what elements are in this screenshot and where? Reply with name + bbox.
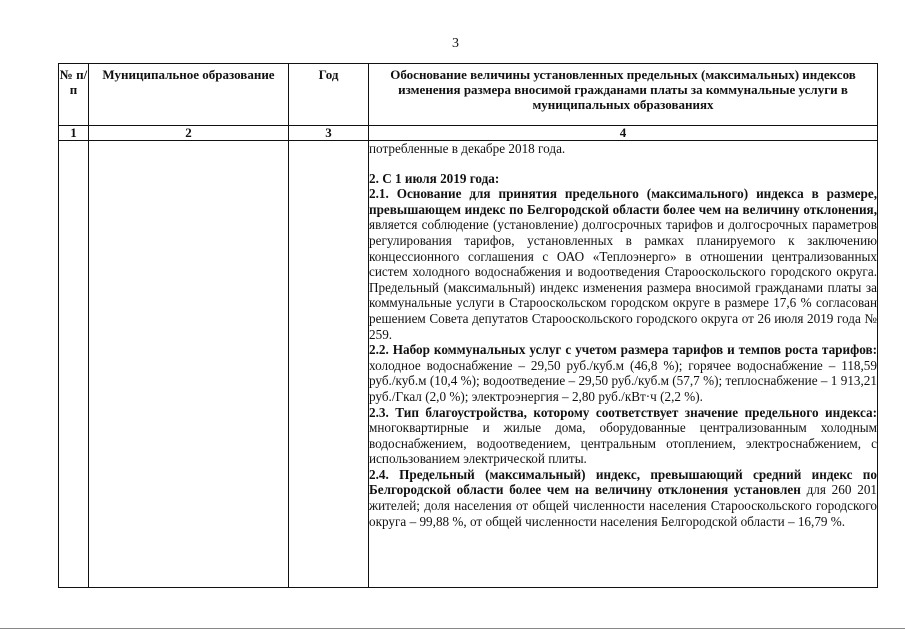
cell-municipality bbox=[89, 141, 289, 588]
cell-year bbox=[289, 141, 369, 588]
header-row bbox=[59, 64, 878, 126]
paragraph-continuation: потребленные в декабре 2018 года. bbox=[369, 141, 566, 156]
paragraph-2-3-lead: 2.3. Тип благоустройства, которому соответствует значение предельного индекса: bbox=[369, 404, 877, 420]
column-number-row bbox=[59, 126, 878, 141]
header-number: № п/п bbox=[59, 64, 89, 126]
page-number: 3 bbox=[452, 36, 459, 51]
column-number-1: 1 bbox=[59, 126, 89, 141]
paragraph-2-3-text: многоквартирные и жилые дома, оборудованные централизованным холодным водоснабжением, водоотведением, центральным отоплением, электроснабжением, с использованием электрической плиты. bbox=[369, 420, 877, 467]
table-row bbox=[59, 141, 878, 588]
paragraph-period-heading bbox=[369, 171, 877, 187]
header-justification: Обоснование величины установленных предельных (максимальных) индексов изменения размера вносимой гражданами платы за коммунальные услуги в муниципальных образованиях bbox=[369, 64, 878, 126]
header-municipality: Муниципальное образование bbox=[89, 64, 289, 126]
paragraph-2-3 bbox=[369, 405, 877, 467]
paragraph-2-4 bbox=[369, 467, 877, 529]
column-number-2: 2 bbox=[89, 126, 289, 141]
paragraph-2-2 bbox=[369, 342, 877, 404]
indices-table bbox=[58, 63, 878, 588]
column-number-4: 4 bbox=[369, 126, 878, 141]
paragraph-2-2-text: холодное водоснабжение – 29,50 руб./куб.м (46,8 %); горячее водоснабжение – 118,59 руб./куб.м (10,4 %); водоотведение – 29,50 руб./куб.м (57,7 %); теплоснабжение – 1 913,21 руб./Гкал (2,0 %); электроэнергия – 2,80 руб./кВт·ч (2,2 %). bbox=[369, 357, 877, 404]
paragraph-2-4-text: для 260 201 жителей; доля населения от общей численности населения Старооскольского городского округа – 99,88 %, от общей численности населения Белгородской области – 16,79 %. bbox=[369, 482, 878, 529]
column-number-3: 3 bbox=[289, 126, 369, 141]
header-year: Год bbox=[289, 64, 369, 126]
bottom-rule bbox=[0, 628, 905, 629]
cell-number bbox=[59, 141, 89, 588]
cell-justification bbox=[369, 141, 878, 588]
paragraph-2-1-text: является соблюдение (установление) долгосрочных тарифов и долгосрочных параметров регулирования тарифов, установленных в рамках планируемого к заключению концессионного соглашения с ОАО «Теплоэнерго» в отношении централизованных систем холодного водоснабжения и водоотведения Старооскольского городского округа. Предельный (максимальный) индекс изменения размера вносимой гражданами платы за коммунальные услуги в Старооскольском городском округе в размере 17,6 % согласован решением Совета депутатов Старооскольского городского округа от 26 июля 2019 года № 259. bbox=[369, 217, 877, 342]
paragraph-2-1-lead: 2.1. Основание для принятия предельного (максимального) индекса в размере, превышающем индекс по Белгородской области более чем на величину отклонения, bbox=[369, 186, 877, 217]
paragraph-2-4-lead: 2.4. Предельный (максимальный) индекс, превышающий средний индекс по Белгородской области более чем на величину отклонения установлен bbox=[369, 466, 877, 498]
paragraph-2-1 bbox=[369, 186, 877, 342]
paragraph-2-2-lead: 2.2. Набор коммунальных услуг с учетом размера тарифов и темпов роста тарифов: bbox=[369, 342, 877, 358]
period-heading: 2. С 1 июля 2019 года: bbox=[369, 170, 500, 186]
